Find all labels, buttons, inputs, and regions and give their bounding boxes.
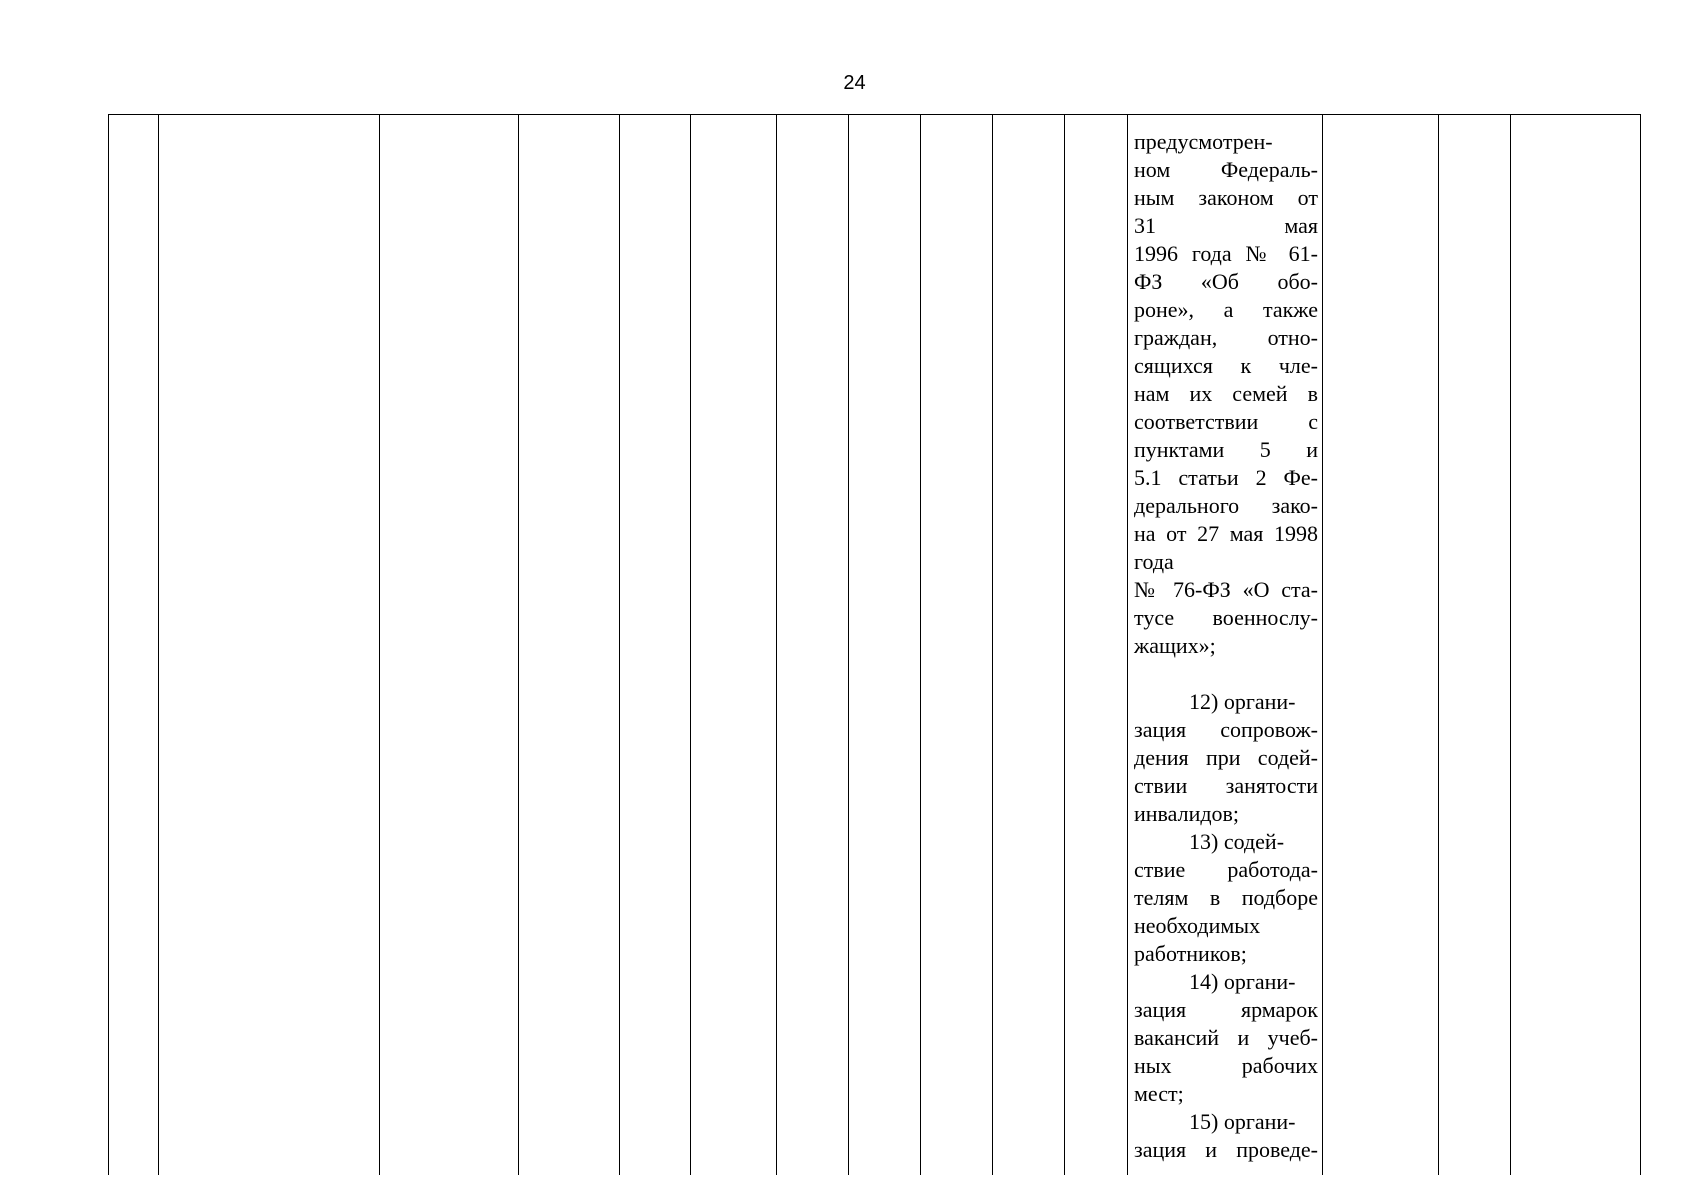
column-divider xyxy=(158,115,159,1175)
cell-text-line: 12) органи- xyxy=(1189,689,1296,714)
cell-text-line: пунктами 5 и xyxy=(1134,437,1318,462)
column-divider xyxy=(848,115,849,1175)
cell-text-line: мест; xyxy=(1134,1081,1184,1106)
table-cell-text xyxy=(1134,128,1318,1164)
cell-text-line: дения при содей- xyxy=(1134,745,1318,770)
cell-text-line: дерального зако- xyxy=(1134,493,1318,518)
cell-text-line: зация сопровож- xyxy=(1134,717,1318,742)
cell-text-line: необходимых xyxy=(1134,913,1261,938)
column-divider xyxy=(619,115,620,1175)
column-divider xyxy=(1640,115,1641,1175)
cell-text-line: 13) содей- xyxy=(1189,829,1285,854)
cell-text-line: 31 мая xyxy=(1134,213,1318,238)
column-divider xyxy=(690,115,691,1175)
cell-text-line: предусмотрен- xyxy=(1134,129,1273,154)
column-divider xyxy=(1322,115,1323,1175)
column-divider xyxy=(1127,115,1128,1175)
table-frame xyxy=(108,114,1641,1175)
page-number: 24 xyxy=(843,72,866,94)
cell-text-line: граждан, отно- xyxy=(1134,325,1318,350)
cell-text-line: ФЗ «Об обо- xyxy=(1134,269,1318,294)
cell-text-line: 14) органи- xyxy=(1189,969,1296,994)
column-divider xyxy=(518,115,519,1175)
column-divider xyxy=(108,115,109,1175)
cell-text-line: года xyxy=(1134,549,1174,574)
cell-text-line: зация и проведе- xyxy=(1134,1137,1318,1162)
cell-text-line: жащих»; xyxy=(1134,633,1216,658)
cell-text-line: зация ярмарок xyxy=(1134,997,1318,1022)
cell-text-line: роне», а также xyxy=(1134,297,1318,322)
column-divider xyxy=(1064,115,1065,1175)
cell-text-line: тусе военнослу- xyxy=(1134,605,1318,630)
column-divider xyxy=(1510,115,1511,1175)
paragraph-gap xyxy=(1134,660,1318,688)
cell-text-line: 1996 года № 61- xyxy=(1134,241,1318,266)
cell-text-line: 15) органи- xyxy=(1189,1109,1296,1134)
cell-text-line: 5.1 статьи 2 Фе- xyxy=(1134,465,1318,490)
cell-text-line: сящихся к чле- xyxy=(1134,353,1318,378)
column-divider xyxy=(776,115,777,1175)
cell-text-line: ном Федераль- xyxy=(1134,157,1318,182)
cell-text-line: на от 27 мая 1998 xyxy=(1134,521,1318,546)
cell-text-line: ствии занятости xyxy=(1134,773,1318,798)
column-divider xyxy=(379,115,380,1175)
cell-text-line: ствие работода- xyxy=(1134,857,1318,882)
cell-text-line: ным законом от xyxy=(1134,185,1318,210)
cell-text-line: соответствии с xyxy=(1134,409,1318,434)
cell-text-line: телям в подборе xyxy=(1134,885,1318,910)
column-divider xyxy=(1438,115,1439,1175)
column-divider xyxy=(992,115,993,1175)
cell-text-line: работников; xyxy=(1134,941,1247,966)
cell-text-line: инвалидов; xyxy=(1134,801,1240,826)
cell-text-line: № 76-ФЗ «О ста- xyxy=(1134,577,1318,602)
cell-text-line: ных рабочих xyxy=(1134,1053,1318,1078)
column-divider xyxy=(920,115,921,1175)
cell-text-line: вакансий и учеб- xyxy=(1134,1025,1318,1050)
cell-text-line: нам их семей в xyxy=(1134,381,1318,406)
